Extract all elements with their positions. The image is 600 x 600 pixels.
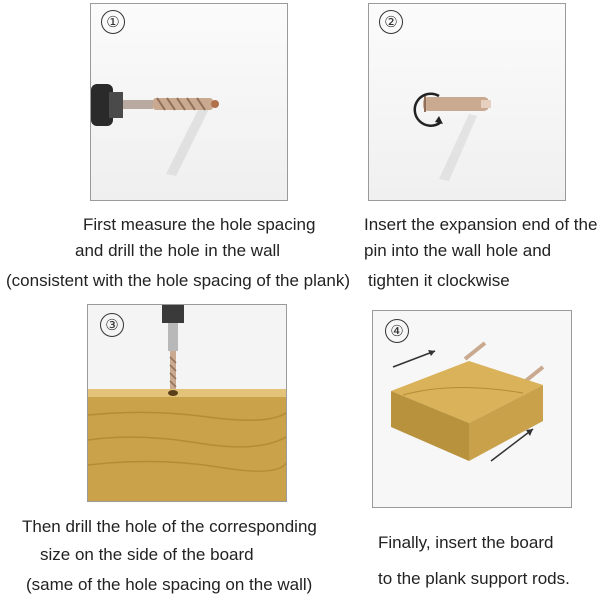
- step-number-badge: ④: [385, 319, 409, 343]
- step-1-caption-line-2: and drill the hole in the wall: [75, 241, 281, 260]
- step-4-caption-line-1: Finally, insert the board: [378, 533, 554, 552]
- step-4-image: [372, 310, 572, 508]
- step-1-image: [90, 3, 288, 201]
- wall-drilling-illustration: [91, 4, 287, 200]
- step-4-caption-line-2: to the plank support rods.: [378, 569, 570, 588]
- step-2-caption-line-2: pin into the wall hole and: [364, 241, 552, 260]
- step-2-caption-line-1: Insert the expansion end of the: [364, 215, 598, 234]
- step-3-caption-line-3: (same of the hole spacing on the wall): [26, 575, 313, 594]
- step-number-badge: ③: [100, 313, 124, 337]
- step-3-caption-line-2: size on the side of the board: [40, 545, 254, 564]
- step-number-badge: ②: [379, 10, 403, 34]
- step-3-image: [87, 304, 287, 502]
- step-2-image: [368, 3, 566, 201]
- step-3-caption-line-1: Then drill the hole of the corresponding: [22, 517, 317, 536]
- step-number-badge: ①: [101, 10, 125, 34]
- step-1-caption-line-3: (consistent with the hole spacing of the plank): [6, 271, 350, 290]
- step-1-caption-line-1: First measure the hole spacing: [83, 215, 316, 234]
- pin-insert-illustration: [369, 4, 565, 200]
- step-2-caption-line-3: tighten it clockwise: [368, 271, 510, 290]
